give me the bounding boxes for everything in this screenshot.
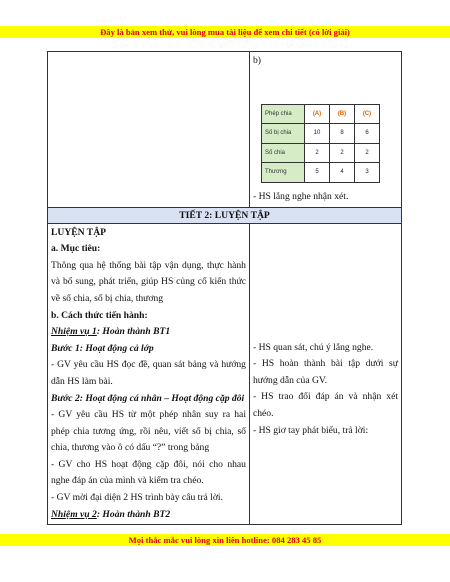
division-header-cell: (C) bbox=[354, 104, 379, 124]
hotline-banner bbox=[0, 534, 450, 546]
division-header-cell: Phép chia bbox=[261, 104, 304, 124]
task1-title: : Hoàn thành BT1 bbox=[96, 326, 171, 338]
listen-note: - HS lắng nghe nhận xét. bbox=[252, 190, 349, 202]
table-row bbox=[48, 52, 402, 208]
student-response: - HS hoàn thành bài tập dưới sự hướng dẫn của GV. bbox=[252, 358, 398, 386]
division-cell: 10 bbox=[304, 124, 329, 144]
task2-prefix: Nhiệm vụ 2 bbox=[51, 508, 97, 520]
method-label: b. Cách thức tiến hành: bbox=[51, 309, 148, 321]
division-header-cell: (A) bbox=[304, 104, 329, 124]
lesson-table bbox=[47, 51, 402, 525]
student-response: - HS quan sát, chú ý lắng nghe. bbox=[252, 341, 374, 353]
practice-title: LUYỆN TẬP bbox=[51, 226, 106, 238]
division-row-label: Số bị chia bbox=[261, 124, 304, 144]
spacer bbox=[253, 225, 398, 340]
division-cell: 2 bbox=[329, 143, 354, 163]
division-table-header bbox=[261, 104, 379, 124]
preview-banner-text: Đây là bản xem thử, vui lòng mua tài liệu để xem chi tiết (có lời giải) bbox=[100, 27, 350, 37]
step2-text: - GV cho HS hoạt động cặp đôi, nói cho nhau nghe đáp án của mình và kiểm tra chéo. bbox=[51, 458, 246, 487]
division-table-row bbox=[261, 143, 379, 163]
student-response: - HS giơ tay phát biểu, trả lời: bbox=[252, 424, 369, 436]
division-row-label: Số chia bbox=[261, 143, 304, 163]
step2-heading: Bước 2: Hoạt động cá nhân – Hoạt động cặp đôi bbox=[51, 392, 245, 404]
division-table-row bbox=[261, 163, 379, 183]
division-cell: 6 bbox=[354, 124, 379, 144]
division-cell: 2 bbox=[354, 143, 379, 163]
task2-title: : Hoàn thành BT2 bbox=[96, 508, 171, 520]
document-body bbox=[47, 51, 402, 525]
right-cell-responses bbox=[249, 223, 401, 525]
left-cell-empty bbox=[48, 52, 250, 208]
division-cell: 2 bbox=[304, 143, 329, 163]
student-response: - HS trao đổi đáp án và nhận xét chéo. bbox=[252, 391, 398, 419]
left-cell-activities bbox=[48, 223, 250, 525]
section-header: TIẾT 2: LUYỆN TẬP bbox=[48, 207, 402, 223]
section-header-row bbox=[48, 207, 402, 223]
division-cell: 8 bbox=[329, 124, 354, 144]
step1-heading: Bước 1: Hoạt động cả lớp bbox=[51, 342, 154, 354]
division-row-label: Thương bbox=[261, 163, 304, 183]
task1-heading bbox=[51, 324, 246, 341]
goal-label: a. Mục tiêu: bbox=[51, 243, 101, 255]
division-cell: 5 bbox=[304, 163, 329, 183]
preview-banner bbox=[0, 26, 450, 38]
table-row bbox=[48, 223, 402, 525]
step1-text: - GV yêu cầu HS đọc đề, quan sát bảng và hướng dẫn HS làm bài. bbox=[51, 359, 246, 387]
task1-prefix: Nhiệm vụ 1 bbox=[51, 326, 97, 338]
division-cell: 4 bbox=[329, 163, 354, 183]
step2-text: - GV yêu cầu HS từ một phép nhân suy ra hai phép chia tương ứng, rồi nêu, viết số bị chia, số chia, thương vào ô có dấu “?” trong bảng bbox=[51, 409, 246, 454]
division-header-cell: (B) bbox=[329, 104, 354, 124]
task2-heading bbox=[51, 507, 246, 524]
answer-label: b) bbox=[252, 55, 261, 66]
right-cell-answer bbox=[249, 52, 401, 208]
division-cell: 3 bbox=[354, 163, 379, 183]
division-table-row bbox=[261, 124, 379, 144]
goal-text: Thông qua hệ thống bài tập vận dụng, thực hành và bổ sung, phát triển, giúp HS củng cố kiến thức về số chia, số bị chia, thương bbox=[51, 259, 246, 304]
division-table bbox=[261, 104, 380, 183]
hotline-banner-text: Mọi thắc mắc vui lòng xin liên hotline: 084 283 45 85 bbox=[128, 535, 322, 545]
step2-text: - GV mời đại diện 2 HS trình bày câu trả lời. bbox=[51, 492, 223, 504]
